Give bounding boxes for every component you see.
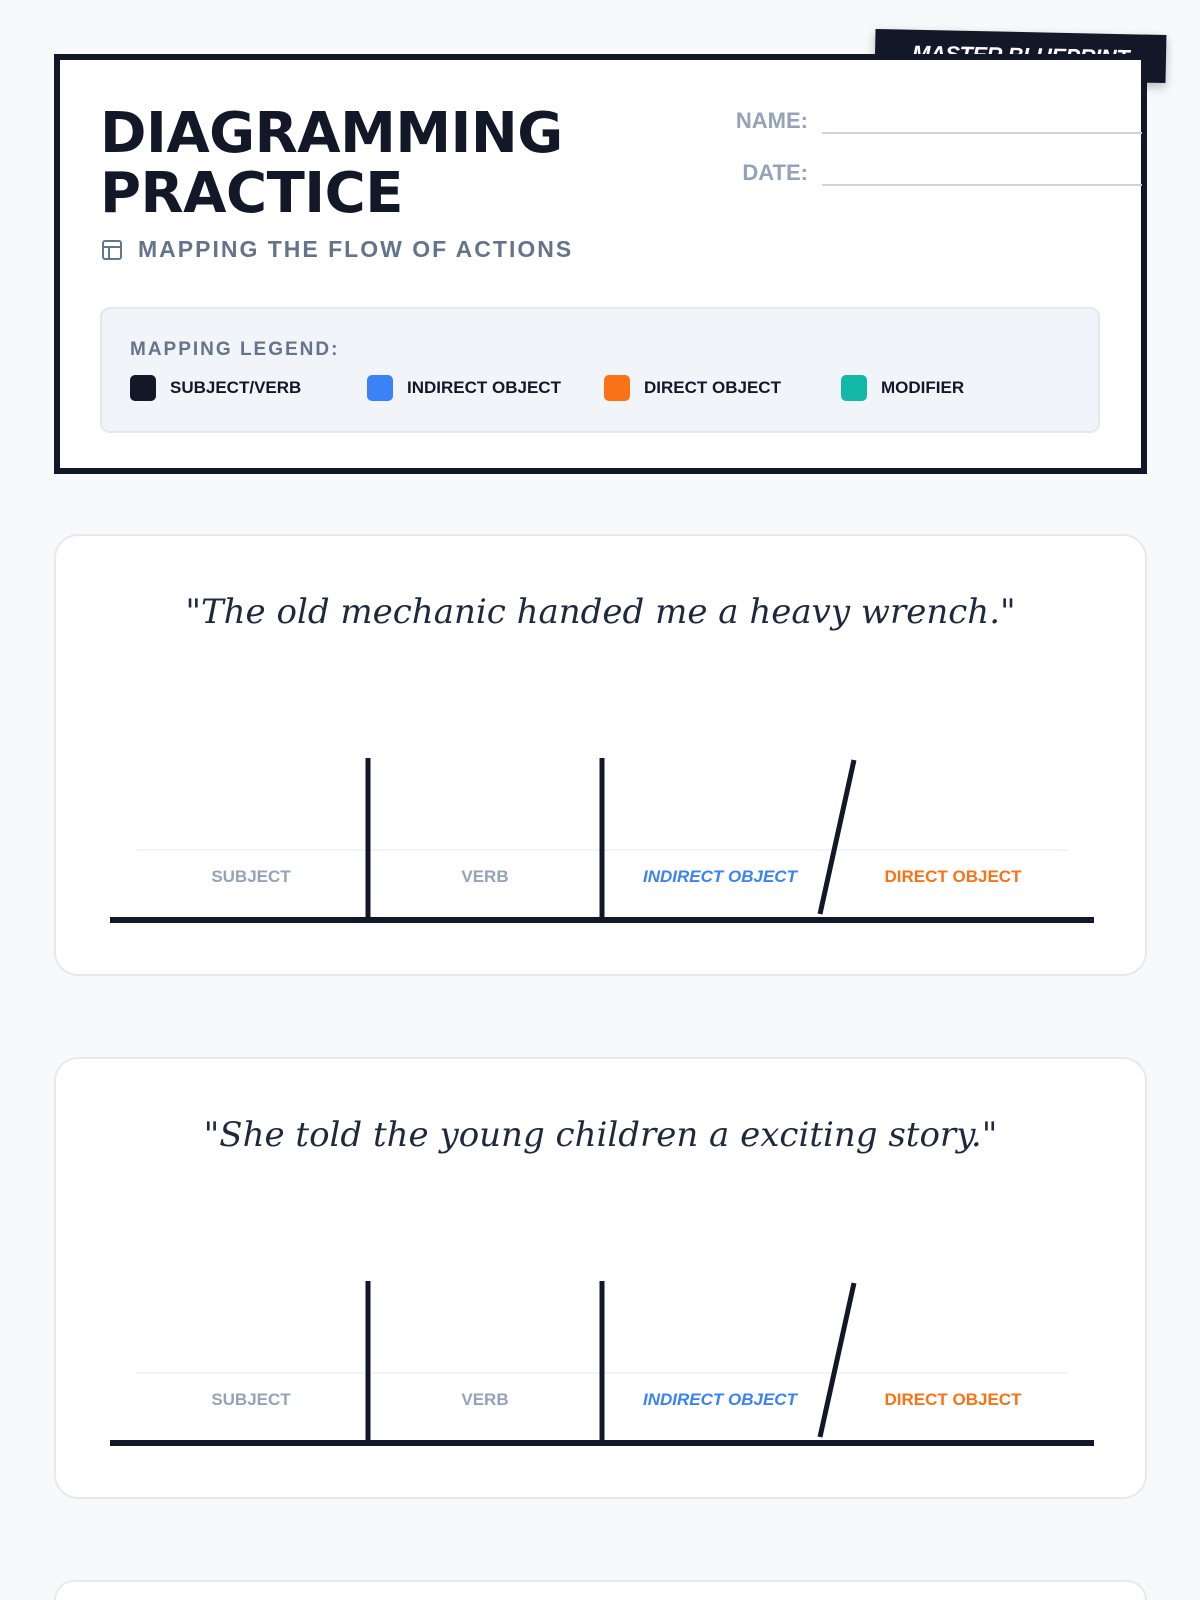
direct-object-slot[interactable]: DIRECT OBJECT xyxy=(884,1390,1022,1409)
layout-icon xyxy=(100,238,124,262)
legend-label: INDIRECT OBJECT xyxy=(407,378,561,397)
indirect-object-slot[interactable]: INDIRECT OBJECT xyxy=(643,1390,797,1409)
mapping-legend xyxy=(100,307,1100,433)
subject-slot[interactable]: SUBJECT xyxy=(211,1390,291,1409)
legend-swatch xyxy=(841,375,867,401)
legend-swatch xyxy=(130,375,156,401)
sentence-diagram xyxy=(56,1059,1149,1501)
verb-slot[interactable]: VERB xyxy=(461,867,509,886)
legend-item-direct-object xyxy=(604,375,781,401)
direct-object-slot[interactable]: DIRECT OBJECT xyxy=(884,867,1022,886)
legend-item-modifier xyxy=(841,375,964,401)
name-field[interactable] xyxy=(822,132,1142,134)
verb-slot[interactable]: VERB xyxy=(461,1390,509,1409)
exercise-card xyxy=(54,534,1147,976)
title-line-2: PRACTICE xyxy=(100,161,403,226)
legend-label: SUBJECT/VERB xyxy=(170,378,302,397)
date-label: DATE: xyxy=(742,160,808,185)
subject-slot[interactable]: SUBJECT xyxy=(211,867,291,886)
sentence-diagram xyxy=(56,536,1149,978)
object-slash xyxy=(820,1283,854,1437)
subtitle-text: MAPPING THE FLOW OF ACTIONS xyxy=(138,236,574,262)
title-line-1: DIAGRAMMING xyxy=(100,101,563,166)
exercise-card xyxy=(54,1057,1147,1499)
name-label: NAME: xyxy=(735,108,808,133)
date-field-row xyxy=(670,160,1142,186)
legend-label: DIRECT OBJECT xyxy=(644,378,781,397)
exercise-card xyxy=(54,1580,1147,1600)
object-slash xyxy=(820,760,854,914)
legend-swatch xyxy=(604,375,630,401)
legend-swatch xyxy=(367,375,393,401)
legend-item-indirect-object xyxy=(367,375,561,401)
name-field-row xyxy=(670,108,1142,134)
page-subtitle xyxy=(100,236,573,263)
legend-label: MODIFIER xyxy=(881,378,965,397)
indirect-object-slot[interactable]: INDIRECT OBJECT xyxy=(643,867,797,886)
worksheet-header xyxy=(54,54,1147,474)
date-field[interactable] xyxy=(822,184,1142,186)
exercise-sentence: "The old mechanic handed me a heavy wrench." xyxy=(185,592,1016,632)
legend-item-subject-verb xyxy=(130,375,301,401)
exercise-sentence: "She told the young children a exciting story." xyxy=(203,1115,998,1155)
legend-title: MAPPING LEGEND: xyxy=(130,339,340,360)
page-title xyxy=(100,101,563,226)
